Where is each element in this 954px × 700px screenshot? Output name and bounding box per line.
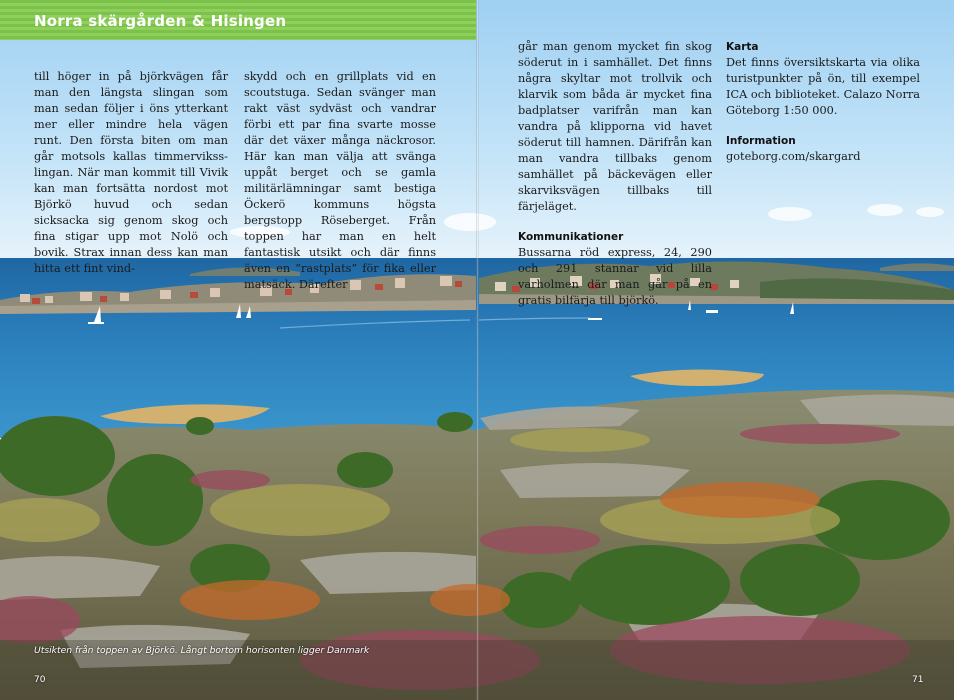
kommunikationer-heading: Kommunikationer [518, 231, 624, 243]
karta-text: Det finns översiktskarta via olika turistpunkter på ön, till exempel ICA och biblioteket. Calazo Norra Göteborg 1:50 000. [726, 56, 920, 117]
left-page-column-1 [34, 69, 228, 277]
page-number-left: 70 [34, 675, 46, 685]
information-link[interactable]: goteborg.com/skargard [726, 150, 861, 163]
karta-heading: Karta [726, 41, 759, 53]
right-page-column-2 [726, 39, 920, 165]
page-number-right: 71 [912, 675, 924, 685]
right-col1-text: går man genom mycket fin skog söderut in i samhället. Det finns några skyltar mot trollvik och klarvik som båda är mycket fina badplatser varifrån man kan vandra på klipporna vid havet söderut till hamnen. Därifrån kan man vandra tillbaks genom samhället på bäckevägen eller skarviksvägen tillbaks till färjeläget. [518, 40, 712, 213]
book-gutter [476, 0, 479, 700]
information-heading: Information [726, 135, 796, 147]
left-col1-text: till höger in på björkvägen får man den längsta slingan som man sedan följer i öns ytterkant mer eller mindre hela vägen runt. Den första biten om man går motsols kallas timmerviksslingan. När man kommit till Vivik kan man fortsätta nordost mot Björkö huvud och sedan sicksacka sig genom skog och fina stigar upp mot Nolö och bovik. Strax innan dess kan man hitta ett fint vind- [34, 70, 228, 275]
chapter-title: Norra skärgården & Hisingen [34, 12, 287, 30]
left-col2-text: skydd och en grillplats vid en scoutstuga. Sedan svänger man rakt väst sydväst och vandrar förbi ett par fina svarte mosse där det växer många näckrosor. Här kan man välja att svänga uppåt berget och se gamla militärlämningar samt bestiga Öckerö kommuns högsta bergstopp Röseberget. Från toppen har man en helt fantastisk utsikt och där finns även en ”rastplats” för fika eller matsäck. Därefter [244, 70, 436, 291]
left-page-column-2 [244, 69, 436, 293]
right-page-column-1 [518, 39, 712, 309]
kommunikationer-text: Bussarna röd express, 24, 290 och 291 stannar vid lilla varholmen där man går på en gratis bilfärja till björkö. [518, 246, 712, 307]
photo-caption: Utsikten från toppen av Björkö. Långt bortom horisonten ligger Danmark [34, 645, 370, 656]
